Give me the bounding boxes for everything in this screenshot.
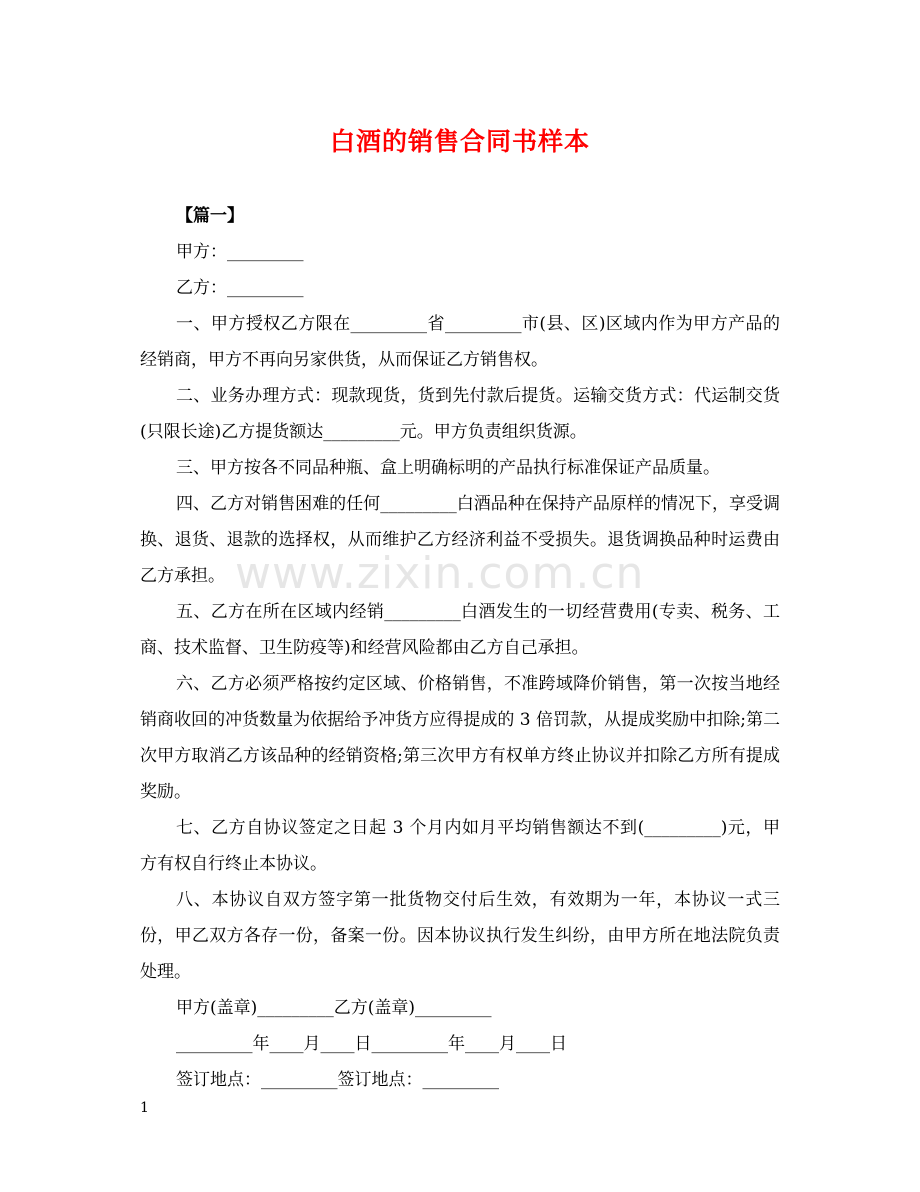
signing-place-line: 签订地点：_________签订地点：_________	[176, 1070, 499, 1090]
clause-6: 六、乙方必须严格按约定区域、价格销售，不准跨域降价销售，第一次按当地经销商收回的冲货数量为依据给予冲货方应得提成的 3 倍罚款，从提成奖励中扣除;第二次甲方取消乙方该品种的经销资格;第三次甲方有权单方终止协议并扣除乙方所有提成奖励。	[140, 674, 780, 802]
clause-5: 五、乙方在所在区域内经销_________白酒发生的一切经营费用(专卖、税务、工商、技术监督、卫生防疫等)和经营风险都由乙方自己承担。	[140, 602, 780, 658]
signature-line: 甲方(盖章)_________乙方(盖章)_________	[176, 998, 492, 1018]
party-b-line: 乙方：_________	[176, 278, 304, 298]
clause-3: 三、甲方按各不同品种瓶、盒上明确标明的产品执行标准保证产品质量。	[176, 458, 720, 478]
clause-8: 八、本协议自双方签字第一批货物交付后生效，有效期为一年，本协议一式三份，甲乙双方各存一份，备案一份。因本协议执行发生纠纷，由甲方所在地法院负责处理。	[140, 890, 780, 982]
clause-2: 二、业务办理方式：现款现货，货到先付款后提货。运输交货方式：代运制交货(只限长途)乙方提货额达_________元。甲方负责组织货源。	[140, 386, 780, 442]
watermark-text: www.zixin.com.cn	[235, 548, 645, 599]
section-label: 【篇一】	[176, 206, 244, 226]
document-body	[140, 198, 780, 1098]
clause-7: 七、乙方自协议签定之日起 3 个月内如月平均销售额达不到(_________)元，甲方有权自行终止本协议。	[140, 818, 780, 874]
clause-4: 四、乙方对销售困难的任何_________白酒品种在保持产品原样的情况下，享受调换、退货、退款的选择权，从而维护乙方经济利益不受损失。退货调换品种时运费由乙方承担。	[140, 494, 780, 586]
document-title: 白酒的销售合同书样本	[329, 127, 590, 156]
date-line: _________年____月____日_________年____月____日	[176, 1034, 567, 1054]
clause-1: 一、甲方授权乙方限在_________省_________市(县、区)区域内作为甲方产品的经销商，甲方不再向另家供货，从而保证乙方销售权。	[140, 314, 780, 370]
party-a-line: 甲方：_________	[176, 242, 304, 262]
page-number: 1	[140, 1100, 149, 1116]
